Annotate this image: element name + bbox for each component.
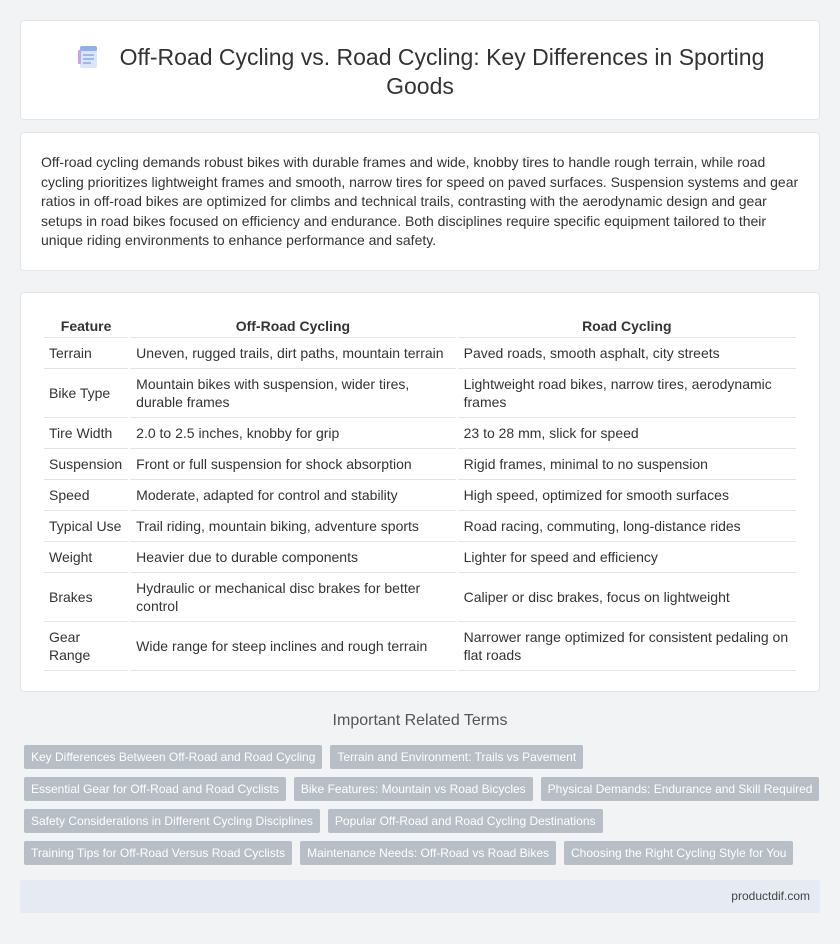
related-term-link[interactable]: Bike Features: Mountain vs Road Bicycles [294,777,533,801]
feature-cell: Tire Width [44,418,128,449]
header-card [20,20,820,120]
off-road-cell: Moderate, adapted for control and stability [130,480,455,511]
road-cell: Rigid frames, minimal to no suspension [458,449,796,480]
related-term-link[interactable]: Essential Gear for Off-Road and Road Cyclists [24,777,286,801]
page-title-text: Off-Road Cycling vs. Road Cycling: Key Differences in Sporting Goods [119,44,765,99]
related-terms-title: Important Related Terms [332,712,508,729]
related-term-link[interactable]: Terrain and Environment: Trails vs Pavement [330,745,583,769]
related-term-link[interactable]: Physical Demands: Endurance and Skill Required [541,777,820,801]
feature-cell: Gear Range [44,622,128,671]
related-term-link[interactable]: Choosing the Right Cycling Style for You [564,841,793,865]
table-row [44,449,796,480]
footer-site: productdif.com [731,889,810,903]
comparison-table-card [20,292,820,692]
table-row [44,573,796,622]
road-cell: 23 to 28 mm, slick for speed [458,418,796,449]
related-terms-row [24,745,824,769]
off-road-cell: Uneven, rugged trails, dirt paths, mountain terrain [130,338,455,369]
header-off-road: Off-Road Cycling [130,314,455,338]
document-icon [76,44,102,70]
feature-cell: Suspension [44,449,128,480]
road-cell: Lightweight road bikes, narrow tires, aerodynamic frames [458,369,796,418]
related-terms [24,745,824,873]
table-row [44,511,796,542]
related-terms-row [24,841,824,865]
road-cell: Paved roads, smooth asphalt, city streets [458,338,796,369]
related-term-link[interactable]: Training Tips for Off-Road Versus Road Cyclists [24,841,292,865]
off-road-cell: Hydraulic or mechanical disc brakes for better control [130,573,455,622]
off-road-cell: Mountain bikes with suspension, wider tires, durable frames [130,369,455,418]
off-road-cell: 2.0 to 2.5 inches, knobby for grip [130,418,455,449]
table-row [44,418,796,449]
related-term-link[interactable]: Safety Considerations in Different Cycling Disciplines [24,809,320,833]
feature-cell: Bike Type [44,369,128,418]
related-term-link[interactable]: Key Differences Between Off-Road and Road Cycling [24,745,322,769]
off-road-cell: Front or full suspension for shock absorption [130,449,455,480]
road-cell: Caliper or disc brakes, focus on lightweight [458,573,796,622]
road-cell: High speed, optimized for smooth surfaces [458,480,796,511]
table-row [44,622,796,671]
feature-cell: Weight [44,542,128,573]
summary-card [20,132,820,271]
off-road-cell: Heavier due to durable components [130,542,455,573]
feature-cell: Brakes [44,573,128,622]
comparison-table [42,314,798,671]
feature-cell: Speed [44,480,128,511]
related-term-link[interactable]: Maintenance Needs: Off-Road vs Road Bikes [300,841,556,865]
off-road-cell: Trail riding, mountain biking, adventure sports [130,511,455,542]
table-row [44,480,796,511]
table-row [44,338,796,369]
related-terms-row [24,777,824,801]
table-row [44,369,796,418]
feature-cell: Typical Use [44,511,128,542]
table-header-row [44,314,796,338]
related-term-link[interactable]: Popular Off-Road and Road Cycling Destinations [328,809,603,833]
road-cell: Lighter for speed and efficiency [458,542,796,573]
off-road-cell: Wide range for steep inclines and rough terrain [130,622,455,671]
feature-cell: Terrain [44,338,128,369]
header-road: Road Cycling [458,314,796,338]
page-title [61,43,779,101]
table-row [44,542,796,573]
road-cell: Road racing, commuting, long-distance rides [458,511,796,542]
footer [20,880,820,913]
road-cell: Narrower range optimized for consistent pedaling on flat roads [458,622,796,671]
header-feature: Feature [44,314,128,338]
related-terms-row [24,809,824,833]
summary-text: Off-road cycling demands robust bikes with durable frames and wide, knobby tires to handle rough terrain, while road cycling prioritizes lightweight frames and smooth, narrow tires for speed on paved surfaces. Suspension systems and gear ratios in off-road bikes are optimized for climbs and technical trails, contrasting with the aerodynamic design and gear setups in road bikes focused on efficiency and endurance. Both disciplines require specific equipment tailored to their unique riding environments to enhance performance and safety. [41,154,799,248]
title-wrap [61,43,779,101]
